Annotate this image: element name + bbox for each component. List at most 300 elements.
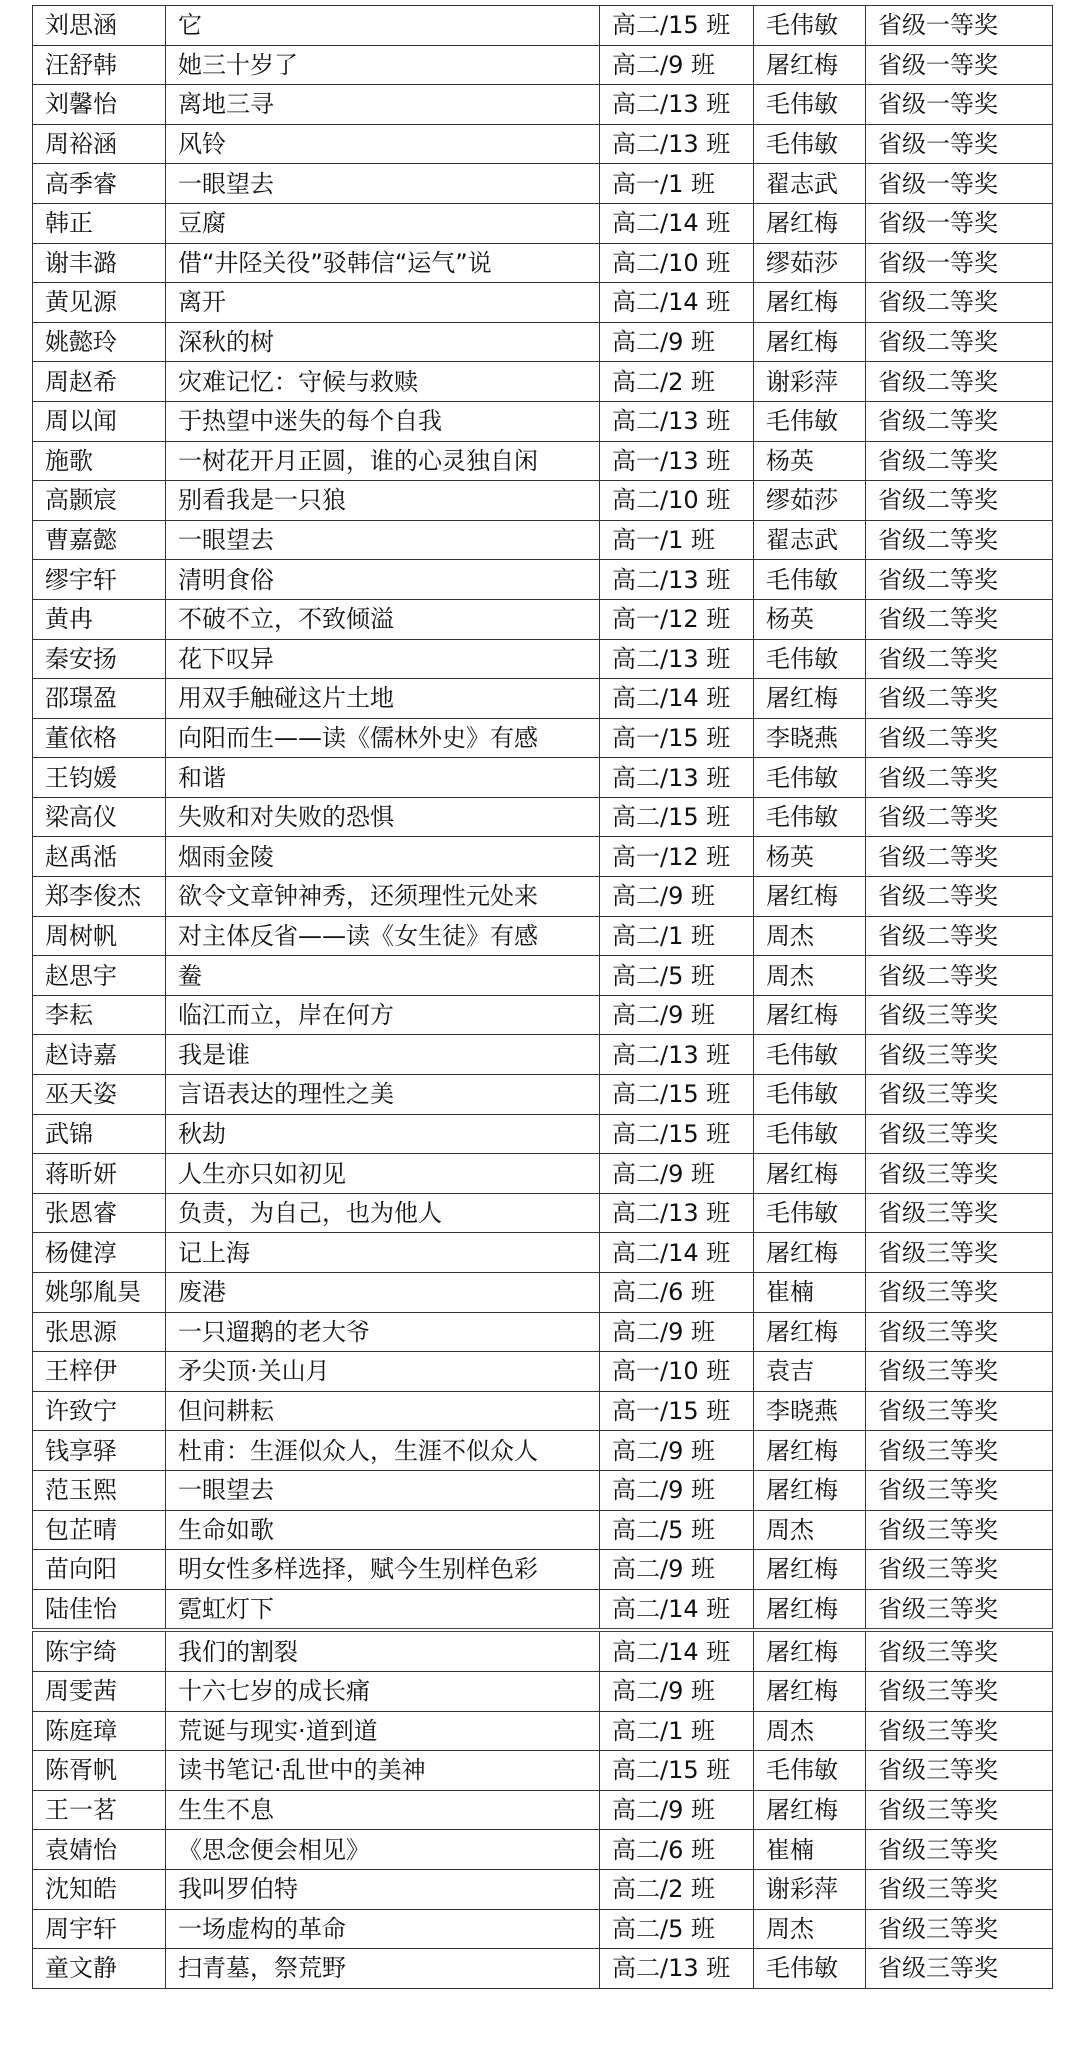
essay-title-cell: 废港 <box>166 1273 600 1313</box>
teacher-cell: 毛伟敏 <box>754 401 866 441</box>
table-row <box>33 1470 1053 1510</box>
class-cell: 高一/12 班 <box>600 837 754 877</box>
student-name-cell: 许致宁 <box>33 1391 166 1431</box>
essay-title-cell: 临江而立，岸在何方 <box>166 995 600 1035</box>
student-name-cell: 秦安扬 <box>33 639 166 679</box>
teacher-cell: 毛伟敏 <box>754 1035 866 1075</box>
table-row <box>33 1589 1053 1630</box>
class-cell: 高二/9 班 <box>600 1790 754 1830</box>
teacher-cell: 毛伟敏 <box>754 1193 866 1233</box>
award-level-cell: 省级二等奖 <box>866 362 1053 402</box>
class-cell: 高一/12 班 <box>600 599 754 639</box>
table-row <box>33 1949 1053 1989</box>
class-cell: 高二/5 班 <box>600 956 754 996</box>
class-cell: 高二/9 班 <box>600 45 754 85</box>
table-row <box>33 916 1053 956</box>
essay-title-cell: 矛尖顶·关山月 <box>166 1352 600 1392</box>
student-name-cell: 周以闻 <box>33 401 166 441</box>
student-name-cell: 韩正 <box>33 203 166 243</box>
award-level-cell: 省级三等奖 <box>866 1869 1053 1909</box>
award-level-cell: 省级三等奖 <box>866 1909 1053 1949</box>
essay-title-cell: 离地三寻 <box>166 85 600 125</box>
teacher-cell: 毛伟敏 <box>754 1949 866 1989</box>
essay-title-cell: 一眼望去 <box>166 1470 600 1510</box>
table-row <box>33 1510 1053 1550</box>
table-row <box>33 6 1053 46</box>
student-name-cell: 周树帆 <box>33 916 166 956</box>
student-name-cell: 陈宇绮 <box>33 1630 166 1671</box>
table-row <box>33 639 1053 679</box>
teacher-cell: 谢彩萍 <box>754 1869 866 1909</box>
teacher-cell: 杨英 <box>754 441 866 481</box>
class-cell: 高二/9 班 <box>600 1550 754 1590</box>
award-level-cell: 省级二等奖 <box>866 837 1053 877</box>
teacher-cell: 毛伟敏 <box>754 1751 866 1791</box>
table-row <box>33 283 1053 323</box>
class-cell: 高二/9 班 <box>600 1431 754 1471</box>
award-level-cell: 省级三等奖 <box>866 1154 1053 1194</box>
table-row <box>33 1233 1053 1273</box>
teacher-cell: 屠红梅 <box>754 1233 866 1273</box>
class-cell: 高二/15 班 <box>600 1751 754 1791</box>
table-row <box>33 1312 1053 1352</box>
class-cell: 高二/13 班 <box>600 85 754 125</box>
student-name-cell: 张思源 <box>33 1312 166 1352</box>
award-level-cell: 省级三等奖 <box>866 1391 1053 1431</box>
student-name-cell: 刘馨怡 <box>33 85 166 125</box>
award-level-cell: 省级三等奖 <box>866 1312 1053 1352</box>
table-row <box>33 1830 1053 1870</box>
award-level-cell: 省级二等奖 <box>866 283 1053 323</box>
class-cell: 高一/15 班 <box>600 1391 754 1431</box>
teacher-cell: 屠红梅 <box>754 1470 866 1510</box>
essay-title-cell: 一眼望去 <box>166 520 600 560</box>
essay-title-cell: 烟雨金陵 <box>166 837 600 877</box>
class-cell: 高二/13 班 <box>600 639 754 679</box>
teacher-cell: 谢彩萍 <box>754 362 866 402</box>
award-level-cell: 省级二等奖 <box>866 599 1053 639</box>
class-cell: 高二/15 班 <box>600 6 754 46</box>
award-level-cell: 省级三等奖 <box>866 1193 1053 1233</box>
award-level-cell: 省级二等奖 <box>866 877 1053 917</box>
class-cell: 高二/14 班 <box>600 1233 754 1273</box>
student-name-cell: 谢丰潞 <box>33 243 166 283</box>
class-cell: 高二/15 班 <box>600 797 754 837</box>
table-row <box>33 837 1053 877</box>
student-name-cell: 高季睿 <box>33 164 166 204</box>
teacher-cell: 毛伟敏 <box>754 1075 866 1115</box>
award-level-cell: 省级一等奖 <box>866 6 1053 46</box>
award-level-cell: 省级二等奖 <box>866 481 1053 521</box>
teacher-cell: 翟志武 <box>754 520 866 560</box>
student-name-cell: 周雯茜 <box>33 1671 166 1711</box>
teacher-cell: 毛伟敏 <box>754 124 866 164</box>
class-cell: 高二/10 班 <box>600 481 754 521</box>
teacher-cell: 翟志武 <box>754 164 866 204</box>
essay-title-cell: 清明食俗 <box>166 560 600 600</box>
essay-title-cell: 她三十岁了 <box>166 45 600 85</box>
teacher-cell: 李晓燕 <box>754 718 866 758</box>
student-name-cell: 袁婧怡 <box>33 1830 166 1870</box>
class-cell: 高二/14 班 <box>600 283 754 323</box>
award-level-cell: 省级一等奖 <box>866 243 1053 283</box>
teacher-cell: 屠红梅 <box>754 1431 866 1471</box>
table-row <box>33 758 1053 798</box>
class-cell: 高二/5 班 <box>600 1510 754 1550</box>
class-cell: 高二/5 班 <box>600 1909 754 1949</box>
essay-title-cell: 一场虚构的革命 <box>166 1909 600 1949</box>
teacher-cell: 缪茹莎 <box>754 481 866 521</box>
table-row <box>33 679 1053 719</box>
class-cell: 高二/14 班 <box>600 679 754 719</box>
award-level-cell: 省级三等奖 <box>866 1949 1053 1989</box>
teacher-cell: 屠红梅 <box>754 679 866 719</box>
student-name-cell: 童文静 <box>33 1949 166 1989</box>
award-level-cell: 省级一等奖 <box>866 164 1053 204</box>
table-row <box>33 45 1053 85</box>
student-name-cell: 沈知皓 <box>33 1869 166 1909</box>
essay-title-cell: 灾难记忆：守候与救赎 <box>166 362 600 402</box>
award-level-cell: 省级三等奖 <box>866 1751 1053 1791</box>
award-level-cell: 省级二等奖 <box>866 520 1053 560</box>
table-row <box>33 1751 1053 1791</box>
teacher-cell: 屠红梅 <box>754 1589 866 1630</box>
student-name-cell: 邵璟盈 <box>33 679 166 719</box>
teacher-cell: 毛伟敏 <box>754 1114 866 1154</box>
class-cell: 高二/9 班 <box>600 1312 754 1352</box>
essay-title-cell: 一只遛鹅的老大爷 <box>166 1312 600 1352</box>
teacher-cell: 毛伟敏 <box>754 560 866 600</box>
essay-title-cell: 鲞 <box>166 956 600 996</box>
essay-title-cell: 欲令文章钟神秀，还须理性元处来 <box>166 877 600 917</box>
teacher-cell: 屠红梅 <box>754 877 866 917</box>
table-row <box>33 1869 1053 1909</box>
class-cell: 高二/14 班 <box>600 203 754 243</box>
table-row <box>33 877 1053 917</box>
award-list-table <box>32 5 1053 1989</box>
award-level-cell: 省级三等奖 <box>866 995 1053 1035</box>
teacher-cell: 周杰 <box>754 956 866 996</box>
student-name-cell: 蒋昕妍 <box>33 1154 166 1194</box>
teacher-cell: 崔楠 <box>754 1830 866 1870</box>
award-level-cell: 省级二等奖 <box>866 441 1053 481</box>
class-cell: 高二/13 班 <box>600 1193 754 1233</box>
award-level-cell: 省级二等奖 <box>866 758 1053 798</box>
teacher-cell: 李晓燕 <box>754 1391 866 1431</box>
student-name-cell: 梁高仪 <box>33 797 166 837</box>
essay-title-cell: 于热望中迷失的每个自我 <box>166 401 600 441</box>
table-row <box>33 797 1053 837</box>
table-row <box>33 718 1053 758</box>
teacher-cell: 杨英 <box>754 599 866 639</box>
class-cell: 高二/15 班 <box>600 1075 754 1115</box>
table-row <box>33 85 1053 125</box>
teacher-cell: 毛伟敏 <box>754 758 866 798</box>
table-row <box>33 1431 1053 1471</box>
essay-title-cell: 向阳而生——读《儒林外史》有感 <box>166 718 600 758</box>
essay-title-cell: 我叫罗伯特 <box>166 1869 600 1909</box>
table-row <box>33 1630 1053 1671</box>
essay-title-cell: 失败和对失败的恐惧 <box>166 797 600 837</box>
class-cell: 高二/6 班 <box>600 1273 754 1313</box>
class-cell: 高二/9 班 <box>600 1671 754 1711</box>
class-cell: 高二/13 班 <box>600 1949 754 1989</box>
teacher-cell: 毛伟敏 <box>754 639 866 679</box>
class-cell: 高二/10 班 <box>600 243 754 283</box>
essay-title-cell: 它 <box>166 6 600 46</box>
award-level-cell: 省级三等奖 <box>866 1830 1053 1870</box>
essay-title-cell: 用双手触碰这片土地 <box>166 679 600 719</box>
student-name-cell: 张恩睿 <box>33 1193 166 1233</box>
teacher-cell: 屠红梅 <box>754 1154 866 1194</box>
class-cell: 高二/1 班 <box>600 916 754 956</box>
essay-title-cell: 读书笔记·乱世中的美神 <box>166 1751 600 1791</box>
class-cell: 高二/2 班 <box>600 1869 754 1909</box>
teacher-cell: 屠红梅 <box>754 322 866 362</box>
student-name-cell: 陈胥帆 <box>33 1751 166 1791</box>
table-row <box>33 243 1053 283</box>
teacher-cell: 屠红梅 <box>754 1630 866 1671</box>
table-row <box>33 1154 1053 1194</box>
class-cell: 高一/15 班 <box>600 718 754 758</box>
award-level-cell: 省级三等奖 <box>866 1470 1053 1510</box>
essay-title-cell: 人生亦只如初见 <box>166 1154 600 1194</box>
table-row <box>33 401 1053 441</box>
student-name-cell: 高颢宸 <box>33 481 166 521</box>
student-name-cell: 曹嘉懿 <box>33 520 166 560</box>
essay-title-cell: 十六七岁的成长痛 <box>166 1671 600 1711</box>
award-list-body <box>33 6 1053 1989</box>
essay-title-cell: 生命如歌 <box>166 1510 600 1550</box>
award-level-cell: 省级二等奖 <box>866 401 1053 441</box>
award-level-cell: 省级二等奖 <box>866 916 1053 956</box>
teacher-cell: 毛伟敏 <box>754 6 866 46</box>
essay-title-cell: 风铃 <box>166 124 600 164</box>
essay-title-cell: 不破不立，不致倾溢 <box>166 599 600 639</box>
award-level-cell: 省级三等奖 <box>866 1790 1053 1830</box>
class-cell: 高二/6 班 <box>600 1830 754 1870</box>
award-level-cell: 省级二等奖 <box>866 322 1053 362</box>
student-name-cell: 董依格 <box>33 718 166 758</box>
class-cell: 高二/13 班 <box>600 758 754 798</box>
table-row <box>33 1075 1053 1115</box>
essay-title-cell: 别看我是一只狼 <box>166 481 600 521</box>
class-cell: 高二/14 班 <box>600 1630 754 1671</box>
essay-title-cell: 记上海 <box>166 1233 600 1273</box>
essay-title-cell: 荒诞与现实·道到道 <box>166 1711 600 1751</box>
table-row <box>33 599 1053 639</box>
award-level-cell: 省级三等奖 <box>866 1630 1053 1671</box>
table-row <box>33 441 1053 481</box>
student-name-cell: 苗向阳 <box>33 1550 166 1590</box>
essay-title-cell: 杜甫：生涯似众人，生涯不似众人 <box>166 1431 600 1471</box>
essay-title-cell: 离开 <box>166 283 600 323</box>
teacher-cell: 屠红梅 <box>754 45 866 85</box>
student-name-cell: 巫天姿 <box>33 1075 166 1115</box>
table-row <box>33 995 1053 1035</box>
class-cell: 高二/13 班 <box>600 1035 754 1075</box>
table-row <box>33 322 1053 362</box>
essay-title-cell: 明女性多样选择，赋今生别样色彩 <box>166 1550 600 1590</box>
student-name-cell: 姚懿玲 <box>33 322 166 362</box>
award-level-cell: 省级三等奖 <box>866 1550 1053 1590</box>
award-level-cell: 省级三等奖 <box>866 1233 1053 1273</box>
class-cell: 高二/14 班 <box>600 1589 754 1630</box>
teacher-cell: 崔楠 <box>754 1273 866 1313</box>
award-level-cell: 省级三等奖 <box>866 1114 1053 1154</box>
table-row <box>33 1909 1053 1949</box>
table-row <box>33 203 1053 243</box>
student-name-cell: 包芷晴 <box>33 1510 166 1550</box>
award-level-cell: 省级三等奖 <box>866 1431 1053 1471</box>
award-level-cell: 省级三等奖 <box>866 1510 1053 1550</box>
essay-title-cell: 《思念便会相见》 <box>166 1830 600 1870</box>
student-name-cell: 赵思宇 <box>33 956 166 996</box>
table-row <box>33 956 1053 996</box>
essay-title-cell: 生生不息 <box>166 1790 600 1830</box>
award-level-cell: 省级三等奖 <box>866 1711 1053 1751</box>
student-name-cell: 黄冉 <box>33 599 166 639</box>
essay-title-cell: 负责，为自己，也为他人 <box>166 1193 600 1233</box>
class-cell: 高一/1 班 <box>600 520 754 560</box>
essay-title-cell: 一眼望去 <box>166 164 600 204</box>
essay-title-cell: 我们的割裂 <box>166 1630 600 1671</box>
teacher-cell: 周杰 <box>754 1711 866 1751</box>
award-level-cell: 省级三等奖 <box>866 1589 1053 1630</box>
student-name-cell: 汪舒韩 <box>33 45 166 85</box>
student-name-cell: 王一茗 <box>33 1790 166 1830</box>
class-cell: 高二/1 班 <box>600 1711 754 1751</box>
teacher-cell: 屠红梅 <box>754 1790 866 1830</box>
student-name-cell: 周赵希 <box>33 362 166 402</box>
award-level-cell: 省级二等奖 <box>866 639 1053 679</box>
table-row <box>33 1671 1053 1711</box>
student-name-cell: 刘思涵 <box>33 6 166 46</box>
student-name-cell: 杨健淳 <box>33 1233 166 1273</box>
class-cell: 高二/13 班 <box>600 124 754 164</box>
table-row <box>33 1273 1053 1313</box>
teacher-cell: 屠红梅 <box>754 1550 866 1590</box>
award-level-cell: 省级二等奖 <box>866 560 1053 600</box>
essay-title-cell: 深秋的树 <box>166 322 600 362</box>
award-level-cell: 省级一等奖 <box>866 203 1053 243</box>
award-level-cell: 省级二等奖 <box>866 679 1053 719</box>
award-level-cell: 省级一等奖 <box>866 85 1053 125</box>
award-level-cell: 省级三等奖 <box>866 1035 1053 1075</box>
award-level-cell: 省级三等奖 <box>866 1273 1053 1313</box>
teacher-cell: 屠红梅 <box>754 203 866 243</box>
essay-title-cell: 花下叹异 <box>166 639 600 679</box>
student-name-cell: 赵诗嘉 <box>33 1035 166 1075</box>
student-name-cell: 赵禹湉 <box>33 837 166 877</box>
essay-title-cell: 一树花开月正圆，谁的心灵独自闲 <box>166 441 600 481</box>
teacher-cell: 毛伟敏 <box>754 85 866 125</box>
table-row <box>33 560 1053 600</box>
essay-title-cell: 豆腐 <box>166 203 600 243</box>
essay-title-cell: 和谐 <box>166 758 600 798</box>
student-name-cell: 缪宇轩 <box>33 560 166 600</box>
teacher-cell: 毛伟敏 <box>754 797 866 837</box>
student-name-cell: 陆佳怡 <box>33 1589 166 1630</box>
student-name-cell: 周宇轩 <box>33 1909 166 1949</box>
table-row <box>33 1790 1053 1830</box>
teacher-cell: 杨英 <box>754 837 866 877</box>
student-name-cell: 施歌 <box>33 441 166 481</box>
essay-title-cell: 但问耕耘 <box>166 1391 600 1431</box>
award-level-cell: 省级二等奖 <box>866 797 1053 837</box>
award-level-cell: 省级二等奖 <box>866 718 1053 758</box>
class-cell: 高二/15 班 <box>600 1114 754 1154</box>
class-cell: 高一/1 班 <box>600 164 754 204</box>
class-cell: 高二/9 班 <box>600 995 754 1035</box>
award-level-cell: 省级一等奖 <box>866 45 1053 85</box>
teacher-cell: 缪茹莎 <box>754 243 866 283</box>
table-row <box>33 124 1053 164</box>
class-cell: 高二/9 班 <box>600 877 754 917</box>
teacher-cell: 周杰 <box>754 1909 866 1949</box>
award-level-cell: 省级三等奖 <box>866 1352 1053 1392</box>
teacher-cell: 屠红梅 <box>754 1312 866 1352</box>
essay-title-cell: 我是谁 <box>166 1035 600 1075</box>
teacher-cell: 周杰 <box>754 1510 866 1550</box>
class-cell: 高二/13 班 <box>600 401 754 441</box>
essay-title-cell: 霓虹灯下 <box>166 1589 600 1630</box>
student-name-cell: 范玉熙 <box>33 1470 166 1510</box>
student-name-cell: 王钧媛 <box>33 758 166 798</box>
table-row <box>33 1352 1053 1392</box>
table-row <box>33 362 1053 402</box>
teacher-cell: 袁吉 <box>754 1352 866 1392</box>
table-row <box>33 481 1053 521</box>
table-row <box>33 1035 1053 1075</box>
class-cell: 高二/2 班 <box>600 362 754 402</box>
class-cell: 高一/10 班 <box>600 1352 754 1392</box>
student-name-cell: 姚邬胤昊 <box>33 1273 166 1313</box>
table-row <box>33 1193 1053 1233</box>
student-name-cell: 黄见源 <box>33 283 166 323</box>
table-row <box>33 1114 1053 1154</box>
student-name-cell: 周裕涵 <box>33 124 166 164</box>
award-level-cell: 省级三等奖 <box>866 1075 1053 1115</box>
student-name-cell: 李耘 <box>33 995 166 1035</box>
class-cell: 高二/13 班 <box>600 560 754 600</box>
student-name-cell: 郑李俊杰 <box>33 877 166 917</box>
essay-title-cell: 扫青墓，祭荒野 <box>166 1949 600 1989</box>
table-row <box>33 520 1053 560</box>
class-cell: 高二/9 班 <box>600 1154 754 1194</box>
essay-title-cell: 借“井陉关役”驳韩信“运气”说 <box>166 243 600 283</box>
class-cell: 高二/9 班 <box>600 1470 754 1510</box>
class-cell: 高一/13 班 <box>600 441 754 481</box>
teacher-cell: 周杰 <box>754 916 866 956</box>
teacher-cell: 屠红梅 <box>754 995 866 1035</box>
award-level-cell: 省级二等奖 <box>866 956 1053 996</box>
student-name-cell: 武锦 <box>33 1114 166 1154</box>
table-row <box>33 1711 1053 1751</box>
class-cell: 高二/9 班 <box>600 322 754 362</box>
essay-title-cell: 对主体反省——读《女生徒》有感 <box>166 916 600 956</box>
table-row <box>33 1391 1053 1431</box>
award-level-cell: 省级一等奖 <box>866 124 1053 164</box>
student-name-cell: 钱享驿 <box>33 1431 166 1471</box>
student-name-cell: 陈庭璋 <box>33 1711 166 1751</box>
award-level-cell: 省级三等奖 <box>866 1671 1053 1711</box>
table-row <box>33 164 1053 204</box>
student-name-cell: 王梓伊 <box>33 1352 166 1392</box>
teacher-cell: 屠红梅 <box>754 283 866 323</box>
teacher-cell: 屠红梅 <box>754 1671 866 1711</box>
essay-title-cell: 秋劫 <box>166 1114 600 1154</box>
